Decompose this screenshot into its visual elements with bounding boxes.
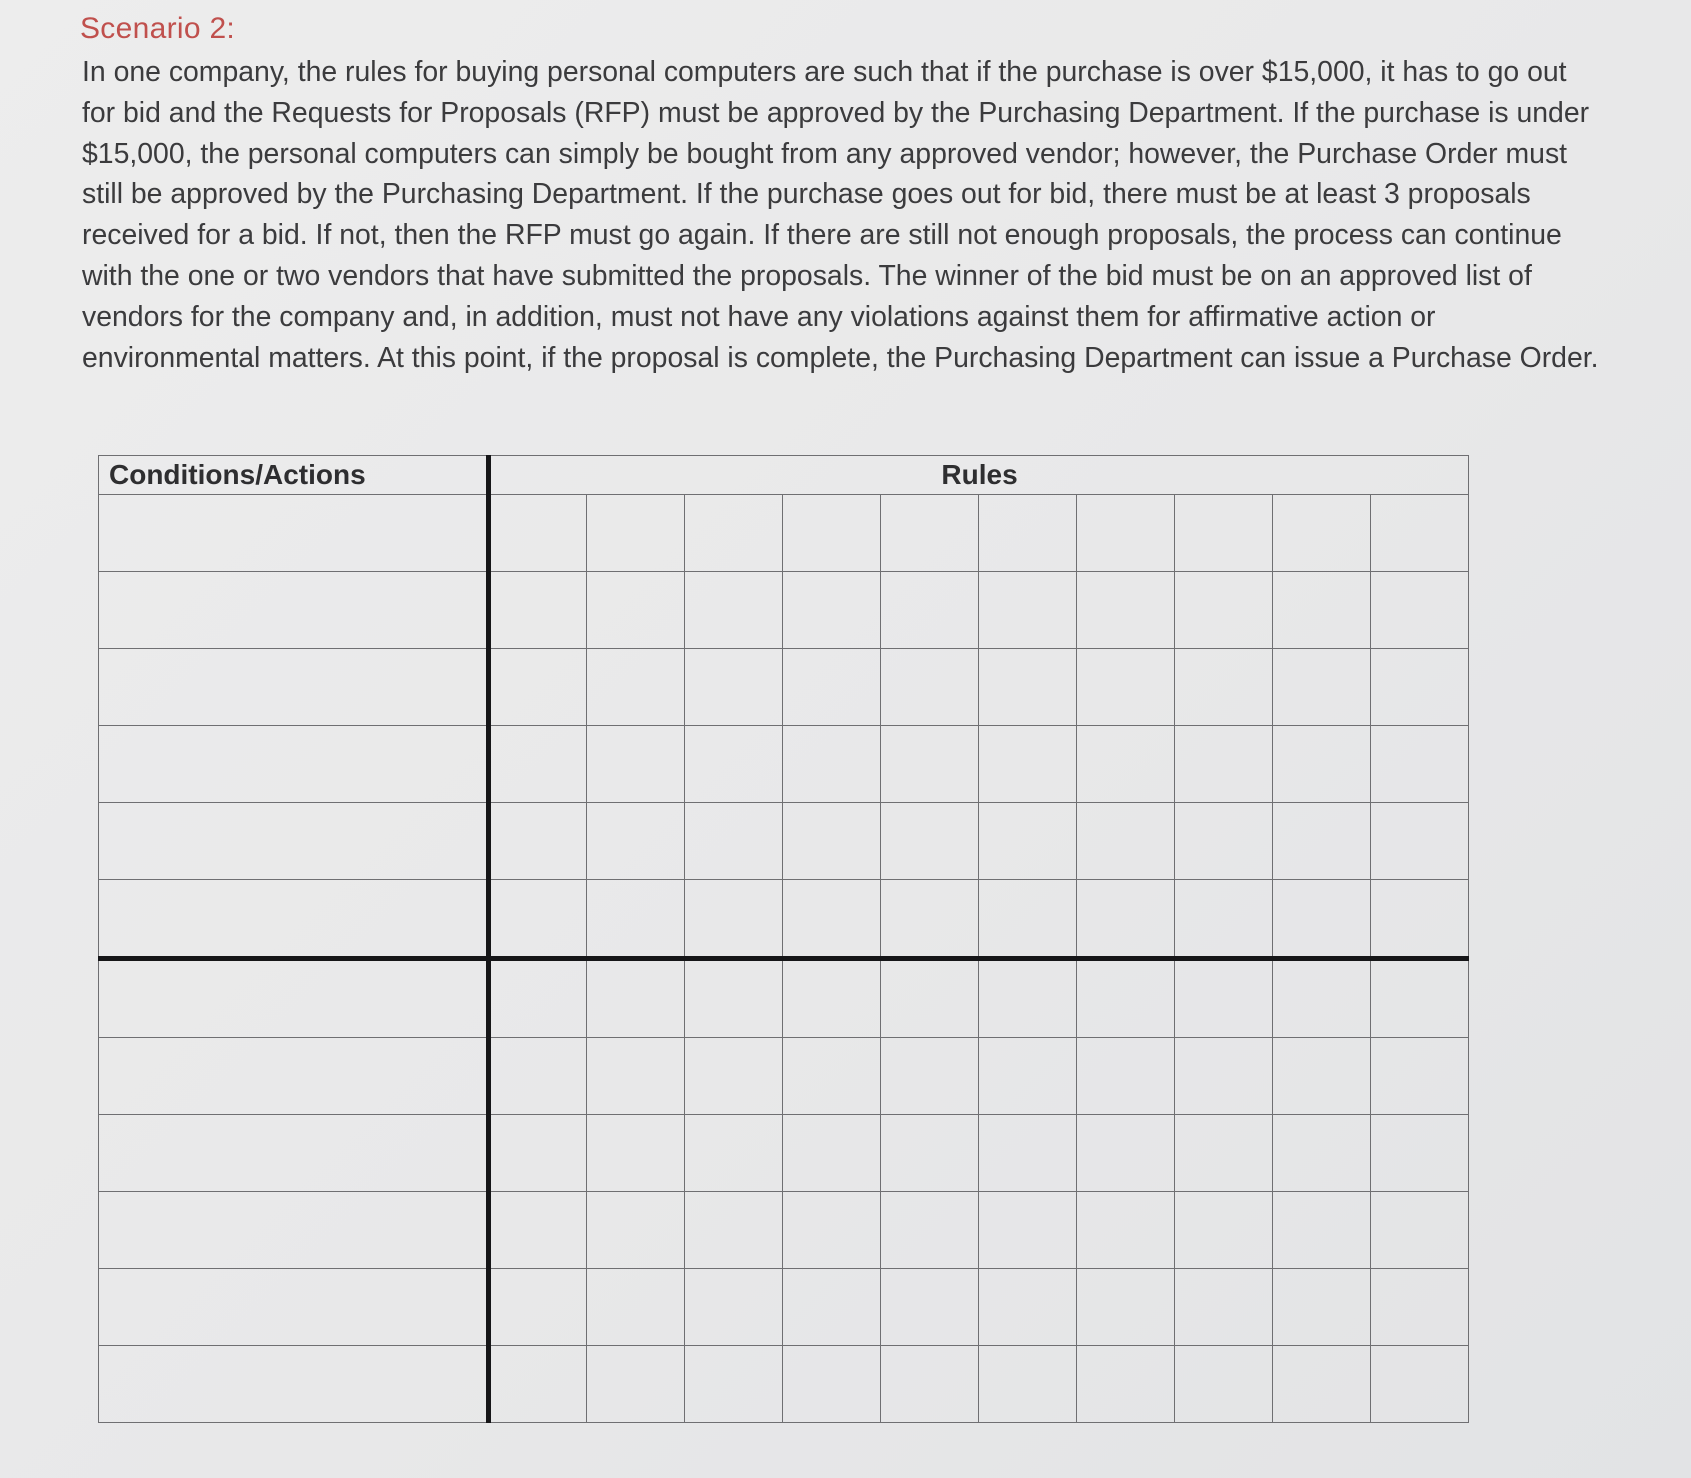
rule-cell[interactable] [489, 1346, 587, 1423]
action-label-cell[interactable] [99, 1269, 489, 1346]
table-header-row [99, 456, 1469, 495]
rule-cell[interactable] [489, 1269, 587, 1346]
condition-row [99, 495, 1469, 572]
rule-cell[interactable] [587, 959, 685, 1038]
action-label-cell[interactable] [99, 1192, 489, 1269]
rule-cell[interactable] [1175, 803, 1273, 880]
rule-cell[interactable] [685, 1192, 783, 1269]
rule-cell[interactable] [881, 1192, 979, 1269]
rule-cell[interactable] [587, 495, 685, 572]
rule-cell[interactable] [1371, 1038, 1469, 1115]
rule-cell[interactable] [685, 726, 783, 803]
rule-cell[interactable] [881, 880, 979, 959]
rule-cell[interactable] [979, 726, 1077, 803]
scenario-description: In one company, the rules for buying personal computers are such that if the purchase is over $15,000, it has to go out for bid and the Requests for Proposals (RFP) must be approved by the Purchasing Department. If the purchase is under $15,000, the personal computers can simply be bought from any approved vendor; however, the Purchase Order must still be approved by the Purchasing Department. If the purchase goes out for bid, there must be at least 3 proposals received for a bid. If not, then the RFP must go again. If there are still not enough proposals, the process can continue with the one or two vendors that have submitted the proposals. The winner of the bid must be on an approved list of vendors for the company and, in addition, must not have any violations against them for affirmative action or environmental matters. At this point, if the proposal is complete, the Purchasing Department can issue a Purchase Order. [82, 56, 1599, 374]
rule-cell[interactable] [881, 495, 979, 572]
rule-cell[interactable] [881, 1038, 979, 1115]
rule-cell[interactable] [979, 1269, 1077, 1346]
rule-cell[interactable] [685, 572, 783, 649]
rule-cell[interactable] [783, 649, 881, 726]
rule-cell[interactable] [587, 1115, 685, 1192]
decision-table [98, 455, 1469, 1423]
rule-cell[interactable] [1175, 1192, 1273, 1269]
rule-cell[interactable] [1273, 572, 1371, 649]
condition-row [99, 726, 1469, 803]
rule-cell[interactable] [979, 649, 1077, 726]
action-row [99, 1038, 1469, 1115]
rule-cell[interactable] [881, 803, 979, 880]
rule-cell[interactable] [1371, 803, 1469, 880]
rule-cell[interactable] [1175, 1038, 1273, 1115]
rule-cell[interactable] [1273, 1346, 1371, 1423]
action-row [99, 1115, 1469, 1192]
rule-cell[interactable] [1175, 1115, 1273, 1192]
rule-cell[interactable] [587, 572, 685, 649]
rule-cell[interactable] [685, 1269, 783, 1346]
rule-cell[interactable] [489, 803, 587, 880]
rule-cell[interactable] [1077, 1115, 1175, 1192]
rule-cell[interactable] [783, 1346, 881, 1423]
rule-cell[interactable] [1371, 572, 1469, 649]
action-label-cell[interactable] [99, 1115, 489, 1192]
rule-cell[interactable] [881, 959, 979, 1038]
rule-cell[interactable] [1077, 1346, 1175, 1423]
rule-cell[interactable] [1077, 1269, 1175, 1346]
rule-cell[interactable] [1273, 880, 1371, 959]
rule-cell[interactable] [587, 1346, 685, 1423]
rule-cell[interactable] [685, 1346, 783, 1423]
rule-cell[interactable] [489, 572, 587, 649]
rule-cell[interactable] [1371, 1346, 1469, 1423]
action-row [99, 1269, 1469, 1346]
rule-cell[interactable] [1273, 495, 1371, 572]
action-row [99, 1346, 1469, 1423]
rule-cell[interactable] [489, 1115, 587, 1192]
rule-cell[interactable] [1175, 1346, 1273, 1423]
rule-cell[interactable] [979, 959, 1077, 1038]
rule-cell[interactable] [489, 959, 587, 1038]
rule-cell[interactable] [1077, 1192, 1175, 1269]
condition-label-cell[interactable] [99, 495, 489, 572]
action-label-cell[interactable] [99, 1346, 489, 1423]
action-label-cell[interactable] [99, 1038, 489, 1115]
rule-cell[interactable] [1077, 495, 1175, 572]
rule-cell[interactable] [685, 495, 783, 572]
rule-cell[interactable] [1371, 495, 1469, 572]
rule-cell[interactable] [1273, 1192, 1371, 1269]
scenario-heading: Scenario 2: [80, 12, 236, 45]
rule-cell[interactable] [1077, 649, 1175, 726]
decision-table-container [98, 455, 1468, 1415]
rule-cell[interactable] [1273, 1115, 1371, 1192]
action-label-cell[interactable] [99, 959, 489, 1038]
rule-cell[interactable] [979, 1346, 1077, 1423]
rule-cell[interactable] [489, 726, 587, 803]
rule-cell[interactable] [1371, 959, 1469, 1038]
rule-cell[interactable] [881, 1346, 979, 1423]
rules-header: Rules [489, 456, 1469, 495]
condition-label-cell[interactable] [99, 880, 489, 959]
rule-cell[interactable] [881, 1115, 979, 1192]
rule-cell[interactable] [1175, 880, 1273, 959]
condition-label-cell[interactable] [99, 572, 489, 649]
rule-cell[interactable] [1371, 1115, 1469, 1192]
rule-cell[interactable] [685, 880, 783, 959]
rule-cell[interactable] [1273, 649, 1371, 726]
rule-cell[interactable] [1077, 726, 1175, 803]
rule-cell[interactable] [979, 1115, 1077, 1192]
condition-label-cell[interactable] [99, 649, 489, 726]
condition-row [99, 649, 1469, 726]
rule-cell[interactable] [1273, 726, 1371, 803]
rule-cell[interactable] [587, 1192, 685, 1269]
rule-cell[interactable] [881, 572, 979, 649]
rule-cell[interactable] [783, 1269, 881, 1346]
rule-cell[interactable] [1077, 572, 1175, 649]
conditions-actions-header: Conditions/Actions [99, 456, 489, 495]
condition-label-cell[interactable] [99, 803, 489, 880]
rule-cell[interactable] [587, 649, 685, 726]
rule-cell[interactable] [685, 1115, 783, 1192]
rule-cell[interactable] [1175, 959, 1273, 1038]
rule-cell[interactable] [1077, 959, 1175, 1038]
rule-cell[interactable] [685, 1038, 783, 1115]
rule-cell[interactable] [783, 495, 881, 572]
action-row [99, 959, 1469, 1038]
rule-cell[interactable] [1371, 649, 1469, 726]
rule-cell[interactable] [587, 1269, 685, 1346]
rule-cell[interactable] [587, 1038, 685, 1115]
rule-cell[interactable] [685, 649, 783, 726]
rule-cell[interactable] [979, 880, 1077, 959]
rule-cell[interactable] [979, 1192, 1077, 1269]
action-row [99, 1192, 1469, 1269]
rule-cell[interactable] [1175, 726, 1273, 803]
rule-cell[interactable] [489, 880, 587, 959]
rule-cell[interactable] [489, 649, 587, 726]
rule-cell[interactable] [489, 495, 587, 572]
rule-cell[interactable] [783, 1192, 881, 1269]
rule-cell[interactable] [783, 880, 881, 959]
rule-cell[interactable] [1077, 1038, 1175, 1115]
rule-cell[interactable] [881, 1269, 979, 1346]
rule-cell[interactable] [1371, 1269, 1469, 1346]
rule-cell[interactable] [1273, 1269, 1371, 1346]
rule-cell[interactable] [783, 1038, 881, 1115]
rule-cell[interactable] [1175, 649, 1273, 726]
rule-cell[interactable] [685, 959, 783, 1038]
condition-row [99, 572, 1469, 649]
condition-label-cell[interactable] [99, 726, 489, 803]
rule-cell[interactable] [783, 572, 881, 649]
rule-cell[interactable] [979, 1038, 1077, 1115]
rule-cell[interactable] [587, 880, 685, 959]
rule-cell[interactable] [979, 495, 1077, 572]
rule-cell[interactable] [783, 1115, 881, 1192]
rule-cell[interactable] [1371, 726, 1469, 803]
rule-cell[interactable] [489, 1192, 587, 1269]
rule-cell[interactable] [587, 803, 685, 880]
rule-cell[interactable] [1371, 880, 1469, 959]
condition-row [99, 880, 1469, 959]
condition-row [99, 803, 1469, 880]
rule-cell[interactable] [1273, 959, 1371, 1038]
rule-cell[interactable] [979, 803, 1077, 880]
rule-cell[interactable] [1175, 572, 1273, 649]
rule-cell[interactable] [489, 1038, 587, 1115]
rule-cell[interactable] [783, 803, 881, 880]
rule-cell[interactable] [979, 572, 1077, 649]
rule-cell[interactable] [685, 803, 783, 880]
rule-cell[interactable] [1273, 1038, 1371, 1115]
rule-cell[interactable] [783, 726, 881, 803]
rule-cell[interactable] [783, 959, 881, 1038]
rule-cell[interactable] [1175, 1269, 1273, 1346]
rule-cell[interactable] [881, 726, 979, 803]
rule-cell[interactable] [1175, 495, 1273, 572]
rule-cell[interactable] [1273, 803, 1371, 880]
rule-cell[interactable] [881, 649, 979, 726]
rule-cell[interactable] [1077, 880, 1175, 959]
rule-cell[interactable] [1077, 803, 1175, 880]
rule-cell[interactable] [587, 726, 685, 803]
rule-cell[interactable] [1371, 1192, 1469, 1269]
